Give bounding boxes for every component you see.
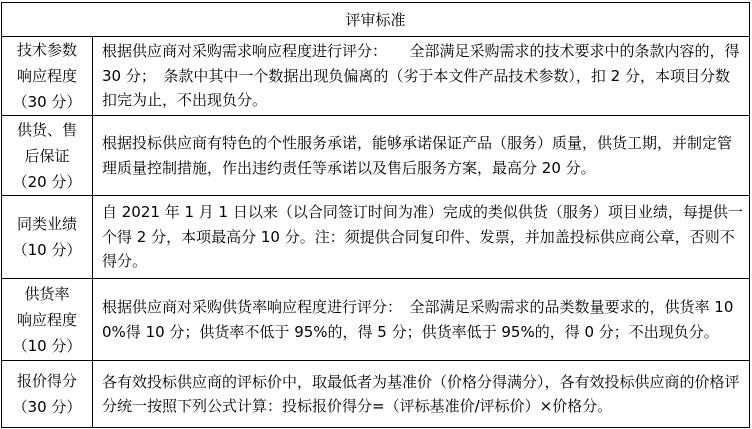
category-line: 响应程度 — [16, 310, 77, 329]
criterion-description: 自 2021 年 1 月 1 日以来（以合同签订时间为准）完成的类似供货（服务）项目业绩，每提供一个得 2 分，本项最高分 10 分。注：须提供合同复印件、发票，并加盖投标供应商公章，否则不得分。 — [93, 196, 750, 279]
category-line: （30 分） — [12, 93, 82, 111]
table-header-row — [2, 3, 750, 37]
criterion-description: 各有效投标供应商的评标价中，取最低者为基准价（价格分得满分），各有效投标供应商的价格评分统一按照下列公式计算：投标报价得分=（评标基准价/评标价）×价格分。 — [93, 361, 750, 428]
criterion-category — [2, 116, 93, 196]
scoring-criteria-table — [1, 2, 750, 428]
criterion-description: 根据投标供应商有特色的个性服务承诺，能够承诺保证产品（服务）质量，供货工期，并制定管理质量控制措施，作出违约责任等承诺以及售后服务方案，最高分 20 分。 — [93, 116, 750, 196]
category-line: 技术参数 — [16, 41, 77, 59]
category-line: 供货率 — [24, 284, 70, 303]
category-line: 后保证 — [24, 146, 70, 165]
table-row — [2, 361, 750, 428]
category-line: （30 分） — [12, 398, 82, 416]
table-row — [2, 116, 750, 196]
table-row — [2, 279, 750, 361]
category-line: （20 分） — [12, 172, 82, 191]
criterion-category — [2, 279, 93, 361]
criterion-category — [2, 196, 93, 279]
category-line: 同类业绩 — [16, 215, 77, 233]
category-line: （10 分） — [12, 336, 82, 355]
criterion-category — [2, 361, 93, 428]
criterion-description: 根据供应商对采购供货率响应程度进行评分： 全部满足采购需求的品类数量要求的，供货率 100%得 10 分；供货率不低于 95%的，得 5 分；供货率低于 95%的，得 0 分；不出现负分。 — [93, 279, 750, 361]
table-header-title: 评审标准 — [2, 3, 750, 37]
category-line: 供货、售 — [16, 120, 77, 139]
table-row — [2, 196, 750, 279]
criterion-description: 根据供应商对采购需求响应程度进行评分： 全部满足采购需求的技术要求中的条款内容的，得 30 分； 条款中其中一个数据出现负偏离的（劣于本文件产品技术参数），扣 2 分，本项目分数扣完为止，不出现负分。 — [93, 37, 750, 116]
category-line: 报价得分 — [16, 372, 77, 390]
criterion-category — [2, 37, 93, 116]
table-row — [2, 37, 750, 116]
category-line: （10 分） — [12, 241, 82, 259]
category-line: 响应程度 — [16, 67, 77, 85]
